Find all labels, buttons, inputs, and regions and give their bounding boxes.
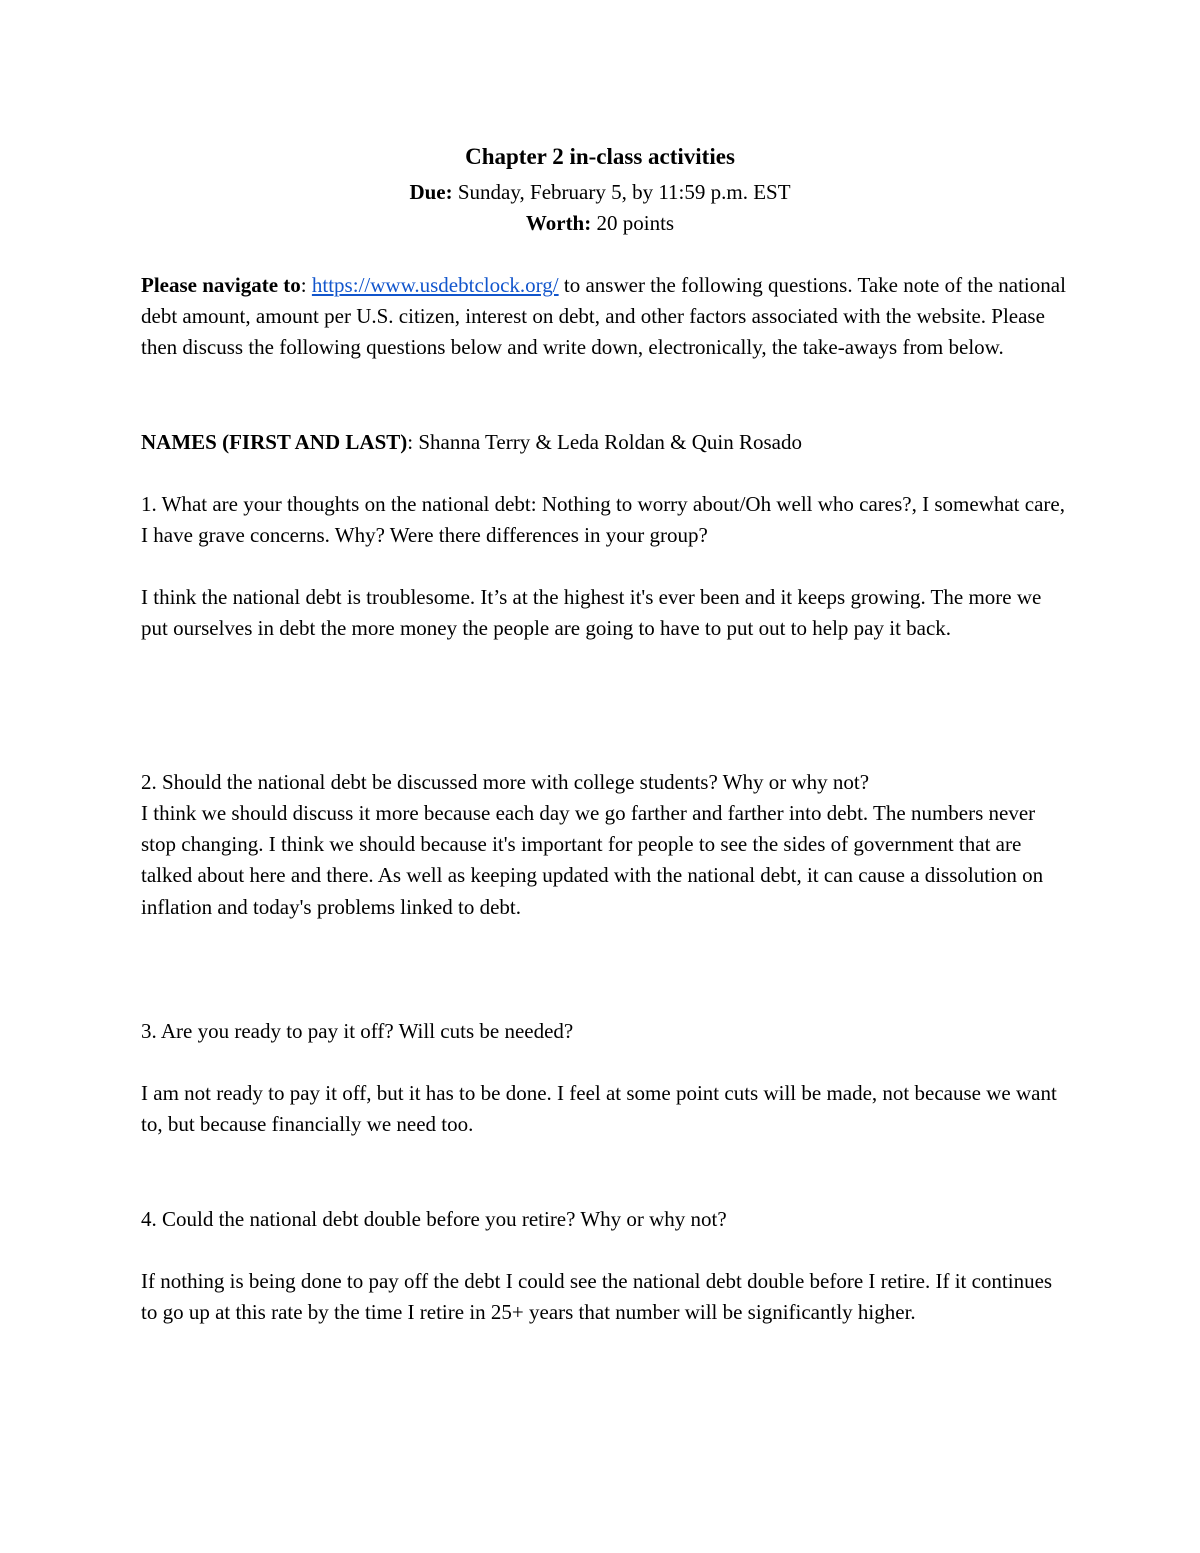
- answer-4: If nothing is being done to pay off the debt I could see the national debt double before I retire. If it continues to go up at this rate by the time I retire in 25+ years that number will be significantly higher.: [141, 1269, 1053, 1325]
- answer-1: I think the national debt is troublesome. It’s at the highest it's ever been and it keeps growing. The more we put ourselves in debt the more money the people are going to have to put out to help pay it back.: [141, 585, 1042, 641]
- question-4: 4. Could the national debt double before you retire? Why or why not?: [141, 1207, 727, 1231]
- question-1: 1. What are your thoughts on the national debt: Nothing to worry about/Oh well who cares?, I somewhat care, I have grave concerns. Why? Were there differences in your group?: [141, 492, 1065, 548]
- worth-value: 20 points: [591, 211, 675, 235]
- due-value: Sunday, February 5, by 11:59 p.m. EST: [452, 180, 791, 204]
- worth-label: Worth:: [525, 211, 592, 235]
- intro-paragraph: [141, 270, 1066, 364]
- due-label: Due:: [409, 180, 453, 204]
- usdebtclock-link[interactable]: https://www.usdebtclock.org/: [311, 273, 559, 297]
- answer-3: I am not ready to pay it off, but it has to be done. I feel at some point cuts will be made, not because we want to, but because financially we need too.: [141, 1081, 1057, 1137]
- worth-line: [0, 211, 1200, 235]
- intro-text: to answer the following questions. Take note of the national debt amount, amount per U.S. citizen, interest on debt, and other factors associated with the website. Please then discuss the following questions below and write down, electronically, the take-aways from below.: [141, 273, 1066, 360]
- question-2: 2. Should the national debt be discussed more with college students? Why or why not?: [141, 770, 870, 794]
- names-line: [141, 427, 1066, 458]
- due-line: [0, 180, 1200, 204]
- document-title: Chapter 2 in-class activities: [465, 144, 735, 169]
- names-label: NAMES (FIRST AND LAST): [141, 430, 408, 454]
- names-value: : Shanna Terry & Leda Roldan & Quin Rosado: [407, 430, 802, 454]
- question-3: 3. Are you ready to pay it off? Will cuts be needed?: [141, 1019, 574, 1043]
- intro-label: Please navigate to: [141, 273, 301, 297]
- answer-2: I think we should discuss it more because each day we go farther and farther into debt. The numbers never stop changing. I think we should because it's important for people to see the sides of government that are talked about here and there. As well as keeping updated with the national debt, it can cause a dissolution on inflation and today's problems linked to debt.: [141, 801, 1044, 919]
- intro-colon: :: [300, 273, 312, 297]
